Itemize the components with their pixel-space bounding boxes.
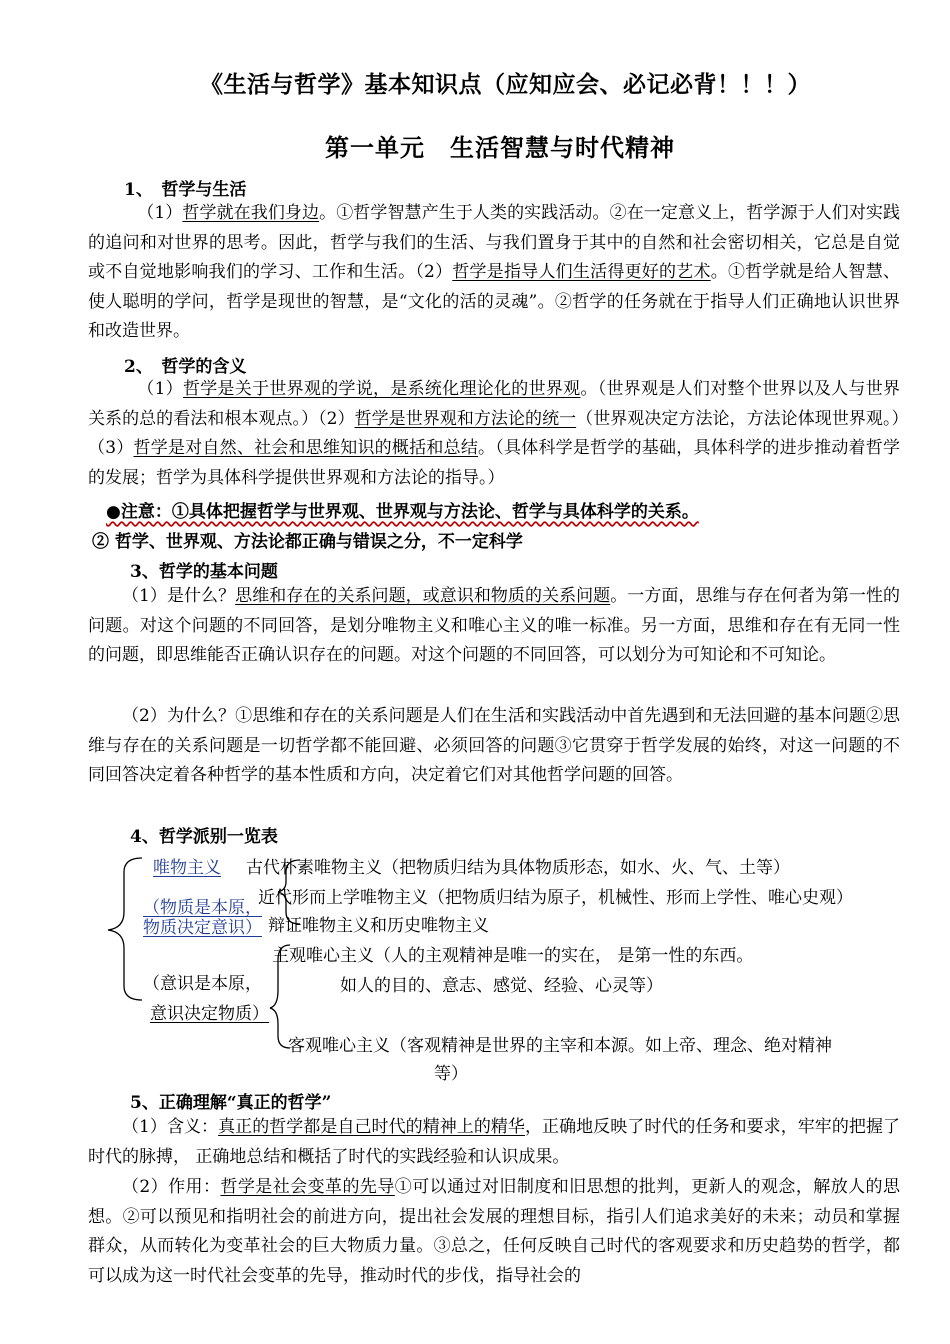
idealism-note-2: 意识决定物质） [150, 1004, 269, 1024]
school-row-subjective-idealism: 主观唯心主义（人的主观精神是唯一的实在， 是第一性的东西。 [272, 946, 754, 966]
key-point-underlined: 哲学是社会变革的先导 [220, 1177, 395, 1197]
key-point-underlined: 哲学是对自然、社会和思维知识的概括和总结 [133, 438, 479, 458]
key-point-underlined: 哲学就在我们身边 [182, 203, 320, 223]
key-point-underlined: 哲学是世界观和方法论的统一 [354, 408, 577, 429]
school-row-objective-idealism: 客观唯心主义（客观精神是世界的主宰和本源。如上帝、理念、绝对精神 [288, 1036, 832, 1056]
document-title: 《生活与哲学》基本知识点（应知应会、必记必背！！！） [200, 71, 811, 98]
materialism-label: 唯物主义 [153, 858, 221, 878]
section-1-heading: 1、 哲学与生活 [124, 180, 247, 200]
key-point-underlined: 思维和存在的关系问题，或意识和物质的关系问题 [235, 586, 611, 606]
section-5-paragraph-2: （2）作用：哲学是社会变革的先导①可以通过对旧制度和旧思想的批判，更新人的观念，解放人的思想。②可以预见和指明社会的前进方向，提出社会发展的理想目标，指引人们追求美好的未来；动员和掌握群众，从而转化为变革社会的巨大物质力量。③总之，任何反映自己时代的客观要求和历史趋势的哲学，都可以成为这一时代社会变革的先导，推动时代的步伐，指导社会的 [88, 1177, 900, 1286]
school-row-metaphysical-materialism: 近代形而上学唯物主义（把物质归结为原子，机械性、形而上学性、唯心史观） [258, 888, 853, 908]
school-row-objective-idealism-end: 等） [434, 1064, 468, 1084]
materialism-note-1: （物质是本原， [143, 898, 262, 918]
section-1-paragraph: （1）哲学就在我们身边。①哲学智慧产生于人类的实践活动。②在一定意义上，哲学源于人们对实践的追问和对世界的思考。因此，哲学与我们的生活、与我们置身于其中的自然和社会密切相关，它总是自觉或不自觉地影响我们的学习、工作和生活。（2）哲学是指导人们生活得更好的艺术。①哲学就是给人智慧、使人聪明的学问，哲学是现世的智慧，是“文化的活的灵魂”。②哲学的任务就在于指导人们正确地认识世界和改造世界。 [88, 203, 901, 341]
materialism-note-2: 物质决定意识） [143, 918, 262, 938]
section-3-paragraph-2: （2）为什么？①思维和存在的关系问题是人们在生活和实践活动中首先遇到和无法回避的基本问题②思维与存在的关系问题是一切哲学都不能回避、必须回答的问题③它贯穿于哲学发展的始终，对这一问题的不同回答决定着各种哲学的基本性质和方向，决定着它们对其他哲学问题的回答。 [88, 706, 900, 785]
section-2-paragraph: （1）哲学是关于世界观的学说，是系统化理论化的世界观。（世界观是人们对整个世界以及人与世界关系的总的看法和根本观点。）（2）哲学是世界观和方法论的统一（世界观决定方法论，方法论体现世界观。）（3）哲学是对自然、社会和思维知识的概括和总结。（具体科学是哲学的基础，具体科学的进步推动着哲学的发展；哲学为具体科学提供世界观和方法论的指导。） [88, 379, 900, 488]
school-row-dialectical-materialism: 辩证唯物主义和历史唯物主义 [268, 916, 489, 936]
key-point-underlined: 哲学是指导人们生活得更好的艺术 [452, 262, 711, 282]
section-3-paragraph-1: （1）是什么？思维和存在的关系问题，或意识和物质的关系问题。一方面，思维与存在何者为第一性的问题。对这个问题的不同回答，是划分唯物主义和唯心主义的唯一标准。另一方面，思维和存在有无同一性的问题，即思维能否正确认识存在的问题。对这个问题的不同回答，可以划分为可知论和不可知论。 [88, 586, 900, 665]
key-point-underlined: 真正的哲学都是自己时代的精神上的精华 [218, 1117, 525, 1137]
school-row-ancient-materialism: 古代朴素唯物主义（把物质归结为具体物质形态，如水、火、气、土等） [246, 858, 790, 878]
section-5-paragraph-1: （1）含义：真正的哲学都是自己时代的精神上的精华，正确地反映了时代的任务和要求，牢牢的把握了时代的脉搏， 正确地总结和概括了时代的实践经验和认识成果。 [88, 1117, 900, 1167]
key-point-underlined: 哲学是关于世界观的学说，是系统化理论化的世界观 [182, 379, 581, 399]
unit-title: 第一单元 生活智慧与时代精神 [325, 133, 675, 162]
school-row-subjective-idealism-examples: 如人的目的、意志、感觉、经验、心灵等） [340, 976, 663, 996]
section-3-heading: 3、哲学的基本问题 [130, 562, 278, 582]
note-line-1: ●注意：①具体把握哲学与世界观、世界观与方法论、哲学与具体科学的关系。 [106, 502, 699, 522]
section-2-heading: 2、 哲学的含义 [124, 357, 247, 377]
section-5-heading: 5、正确理解“真正的哲学” [130, 1093, 332, 1113]
idealism-note-1: （意识是本原， [143, 974, 262, 994]
section-4-heading: 4、哲学派别一览表 [130, 827, 278, 847]
note-line-2: ② 哲学、世界观、方法论都正确与错误之分，不一定科学 [92, 532, 523, 552]
